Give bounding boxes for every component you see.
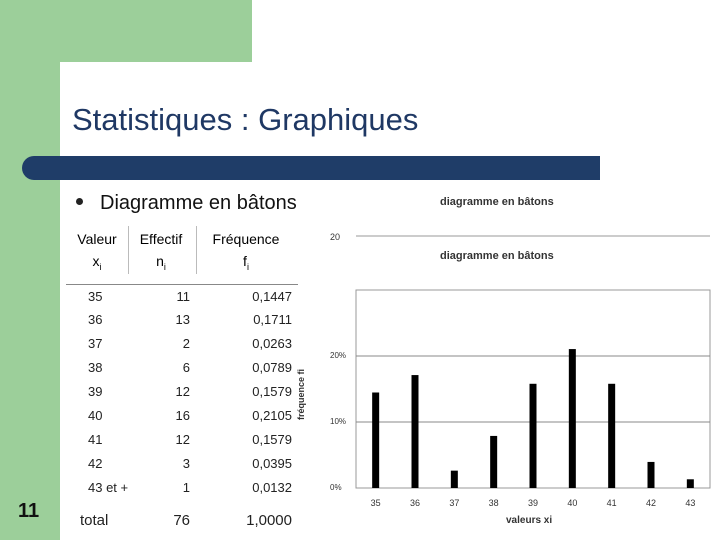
total-label: total	[80, 512, 109, 529]
total-count: 76	[173, 512, 190, 529]
row-frequency: 0,0789	[252, 360, 292, 375]
header-divider	[128, 226, 129, 274]
bar	[608, 384, 615, 488]
y-tick-label: 20%	[330, 351, 347, 360]
table-total-row	[66, 510, 298, 534]
table-row	[66, 380, 298, 404]
table-row	[66, 428, 298, 452]
row-frequency: 0,1579	[252, 384, 292, 399]
x-tick-label: 36	[409, 498, 420, 508]
bar	[490, 436, 497, 488]
row-count: 12	[175, 432, 190, 447]
row-value: 41	[88, 432, 103, 447]
bar	[530, 384, 537, 488]
row-count: 16	[175, 408, 190, 423]
row-count: 13	[175, 312, 190, 327]
header-frequency-symbol: f	[243, 253, 247, 269]
y-tick-label: 10%	[330, 417, 347, 426]
bar	[451, 471, 458, 488]
total-frequency: 1,0000	[246, 512, 292, 529]
x-tick-label: 39	[527, 498, 538, 508]
top-chart-ytick-label: 20	[330, 232, 341, 242]
row-count: 6	[182, 360, 190, 375]
chart-title: diagramme en bâtons	[440, 250, 554, 262]
bar-chart	[300, 230, 712, 510]
header-frequency	[202, 228, 290, 278]
row-value: 40	[88, 408, 103, 423]
bullet-text: Diagramme en bâtons	[100, 192, 297, 214]
header-frequency-line2	[202, 250, 290, 278]
title-underline-bar	[22, 156, 600, 180]
table-row	[66, 452, 298, 476]
row-count: 11	[176, 289, 190, 304]
header-value-sub: i	[99, 261, 102, 272]
row-frequency: 0,1579	[252, 432, 292, 447]
x-tick-label: 37	[449, 498, 460, 508]
header-count	[132, 228, 190, 278]
bullet-dot	[76, 198, 83, 205]
chart-y-axis-label: fréquence fi	[296, 368, 306, 420]
slide-title: Statistiques : Graphiques	[72, 102, 419, 137]
header-value-line2	[68, 250, 126, 278]
bar	[372, 392, 379, 488]
header-count-symbol: n	[156, 253, 164, 269]
row-frequency: 0,0132	[252, 480, 292, 495]
header-count-line1: Effectif	[139, 231, 183, 247]
row-frequency: 0,2105	[252, 408, 292, 423]
header-frequency-sub: i	[246, 261, 249, 272]
row-frequency: 0,1447	[252, 289, 292, 304]
row-count: 3	[182, 456, 190, 471]
row-value: 42	[88, 456, 103, 471]
table-row	[66, 284, 298, 309]
row-count: 2	[182, 336, 190, 351]
table-row	[66, 404, 298, 428]
header-divider	[196, 226, 197, 274]
row-value: 35	[88, 289, 103, 304]
table-row	[66, 308, 298, 332]
table-row	[66, 332, 298, 356]
row-count: 12	[175, 384, 190, 399]
y-tick-label: 0%	[330, 483, 342, 492]
bar	[687, 479, 694, 488]
slide-number: 11	[18, 500, 40, 522]
x-tick-label: 35	[370, 498, 381, 508]
x-tick-label: 42	[645, 498, 656, 508]
x-tick-label: 40	[567, 498, 578, 508]
header-count-line2	[132, 250, 190, 278]
top-green-block	[0, 0, 252, 62]
table-row	[66, 476, 298, 500]
header-value	[68, 228, 126, 278]
chart-x-axis-label: valeurs xi	[506, 515, 553, 526]
row-value: 36	[88, 312, 103, 327]
header-count-sub: i	[163, 261, 166, 272]
row-frequency: 0,0263	[252, 336, 292, 351]
header-value-symbol: x	[92, 253, 100, 269]
left-green-band	[0, 0, 60, 540]
bar	[569, 349, 576, 488]
row-value: 39	[88, 384, 103, 399]
bar	[412, 375, 419, 488]
x-tick-label: 41	[606, 498, 617, 508]
chart-title-top: diagramme en bâtons	[440, 196, 554, 208]
header-value-line1: Valeur	[77, 231, 117, 247]
row-value: 37	[88, 336, 103, 351]
header-frequency-line1: Fréquence	[212, 231, 280, 247]
row-count: 1	[182, 480, 190, 495]
row-value: 43 et +	[88, 480, 129, 495]
table-row	[66, 356, 298, 380]
bar	[648, 462, 655, 488]
x-tick-label: 38	[488, 498, 499, 508]
row-frequency: 0,0395	[252, 456, 292, 471]
row-value: 38	[88, 360, 103, 375]
x-tick-label: 43	[685, 498, 696, 508]
row-frequency: 0,1711	[253, 312, 292, 327]
